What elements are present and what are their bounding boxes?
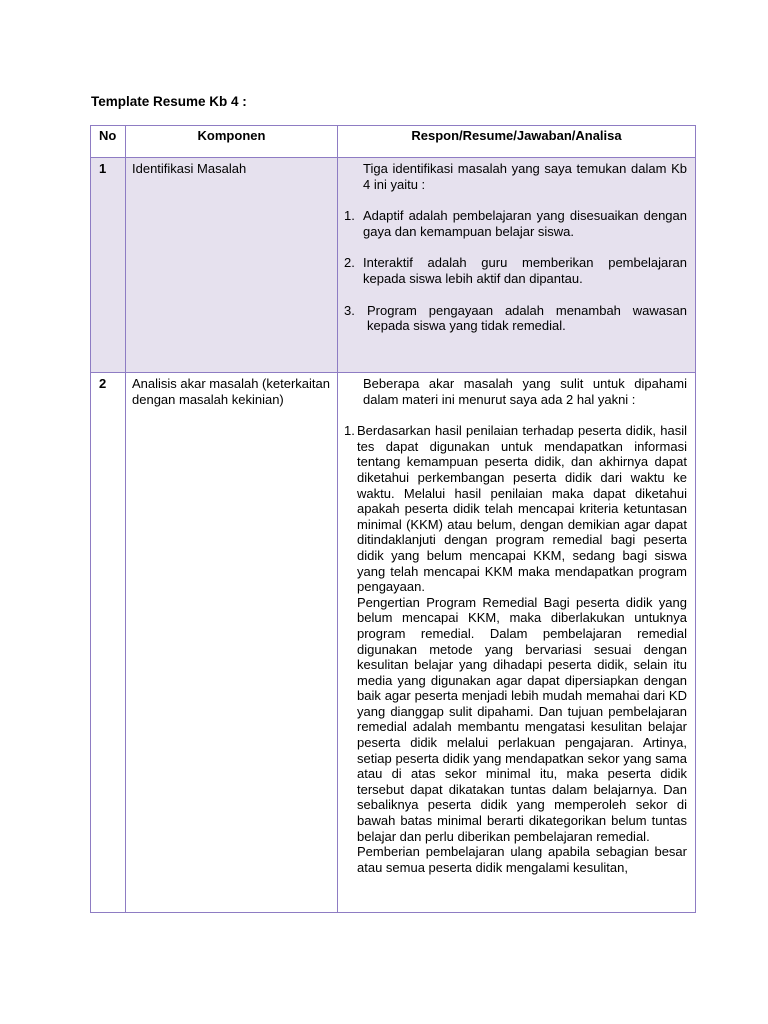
- list-item: [344, 255, 687, 286]
- paragraph: Pemberian pembelajaran ulang apabila sebagian besar atau semua peserta didik mengalami kesulitan,: [357, 844, 687, 875]
- page-title: Template Resume Kb 4 :: [91, 94, 247, 109]
- row-response: [338, 158, 696, 373]
- row-response: [338, 373, 696, 913]
- table-row: [91, 373, 696, 913]
- table-row: [91, 158, 696, 373]
- list-item: [344, 423, 687, 595]
- response-intro: Tiga identifikasi masalah yang saya temukan dalam Kb 4 ini yaitu :: [363, 161, 687, 192]
- list-item: [344, 303, 687, 334]
- resume-table: [90, 125, 696, 913]
- list-number: 1.: [344, 423, 355, 439]
- list-item: [344, 208, 687, 239]
- row-komponen: Identifikasi Masalah: [126, 158, 338, 373]
- row-number: 1: [91, 158, 126, 373]
- row-number: 2: [91, 373, 126, 913]
- list-number: 3.: [344, 302, 355, 318]
- list-text: Berdasarkan hasil penilaian terhadap peserta didik, hasil tes dapat digunakan untuk mendapatkan informasi tentang kemampuan peserta didik, dan akhirnya dapat diketahui perkembangan peserta didik dari waktu ke waktu. Melalui hasil penilaian maka dapat diketahui apakah peserta didik telah mencapai kriteria ketuntasan minimal (KKM) atau belum, dengan demikian agar dapat ditindaklanjuti dengan program remedial bagi peserta didik yang belum mencapai KKM, sedang bagi siswa yang telah mencapai KKM maka mendapatkan program pengayaan.: [357, 423, 687, 595]
- list-number: 1.: [344, 208, 355, 224]
- response-intro: Beberapa akar masalah yang sulit untuk dipahami dalam materi ini menurut saya ada 2 hal yakni :: [363, 376, 687, 407]
- table-header-row: [91, 126, 696, 158]
- header-komponen: Komponen: [126, 126, 338, 158]
- row-komponen: Analisis akar masalah (keterkaitan dengan masalah kekinian): [126, 373, 338, 913]
- list-text: Program pengayaan adalah menambah wawasan kepada siswa yang tidak remedial.: [367, 302, 687, 334]
- list-number: 2.: [344, 255, 355, 271]
- list-text: Adaptif adalah pembelajaran yang disesuaikan dengan gaya dan kemampuan belajar siswa.: [363, 208, 687, 239]
- paragraph: Pengertian Program Remedial Bagi peserta didik yang belum mencapai KKM, maka diberlakukan untuknya program remedial. Dalam pembelajaran remedial digunakan metode yang bervariasi sesuai dengan kesulitan belajar yang dihadapi peserta didik, selain itu media yang digunakan agar dapat dipersiapkan dengan baik agar peserta menjadi lebih mudah memahai dari KD yang dianggap sulit dipahami. Dan tujuan pembelajaran remedial adalah membantu mengatasi kesulitan belajar peserta didik melalui perlakuan pengajaran. Artinya, setiap peserta didik yang mendapatkan sekor yang sama atau di atas sekor minimal itu, maka peserta didik tersebut dapat dikatakan tuntas dalam belajarnya. Dan sebaliknya peserta didik yang memperoleh sekor di bawah batas minimal berarti dikategorikan belum tuntas belajar dan perlu diberikan pembelajaran remedial.: [357, 594, 687, 844]
- list-text: Interaktif adalah guru memberikan pembelajaran kepada siswa lebih aktif dan dipantau.: [363, 255, 687, 286]
- header-respon: Respon/Resume/Jawaban/Analisa: [338, 126, 696, 158]
- header-no: No: [91, 126, 126, 158]
